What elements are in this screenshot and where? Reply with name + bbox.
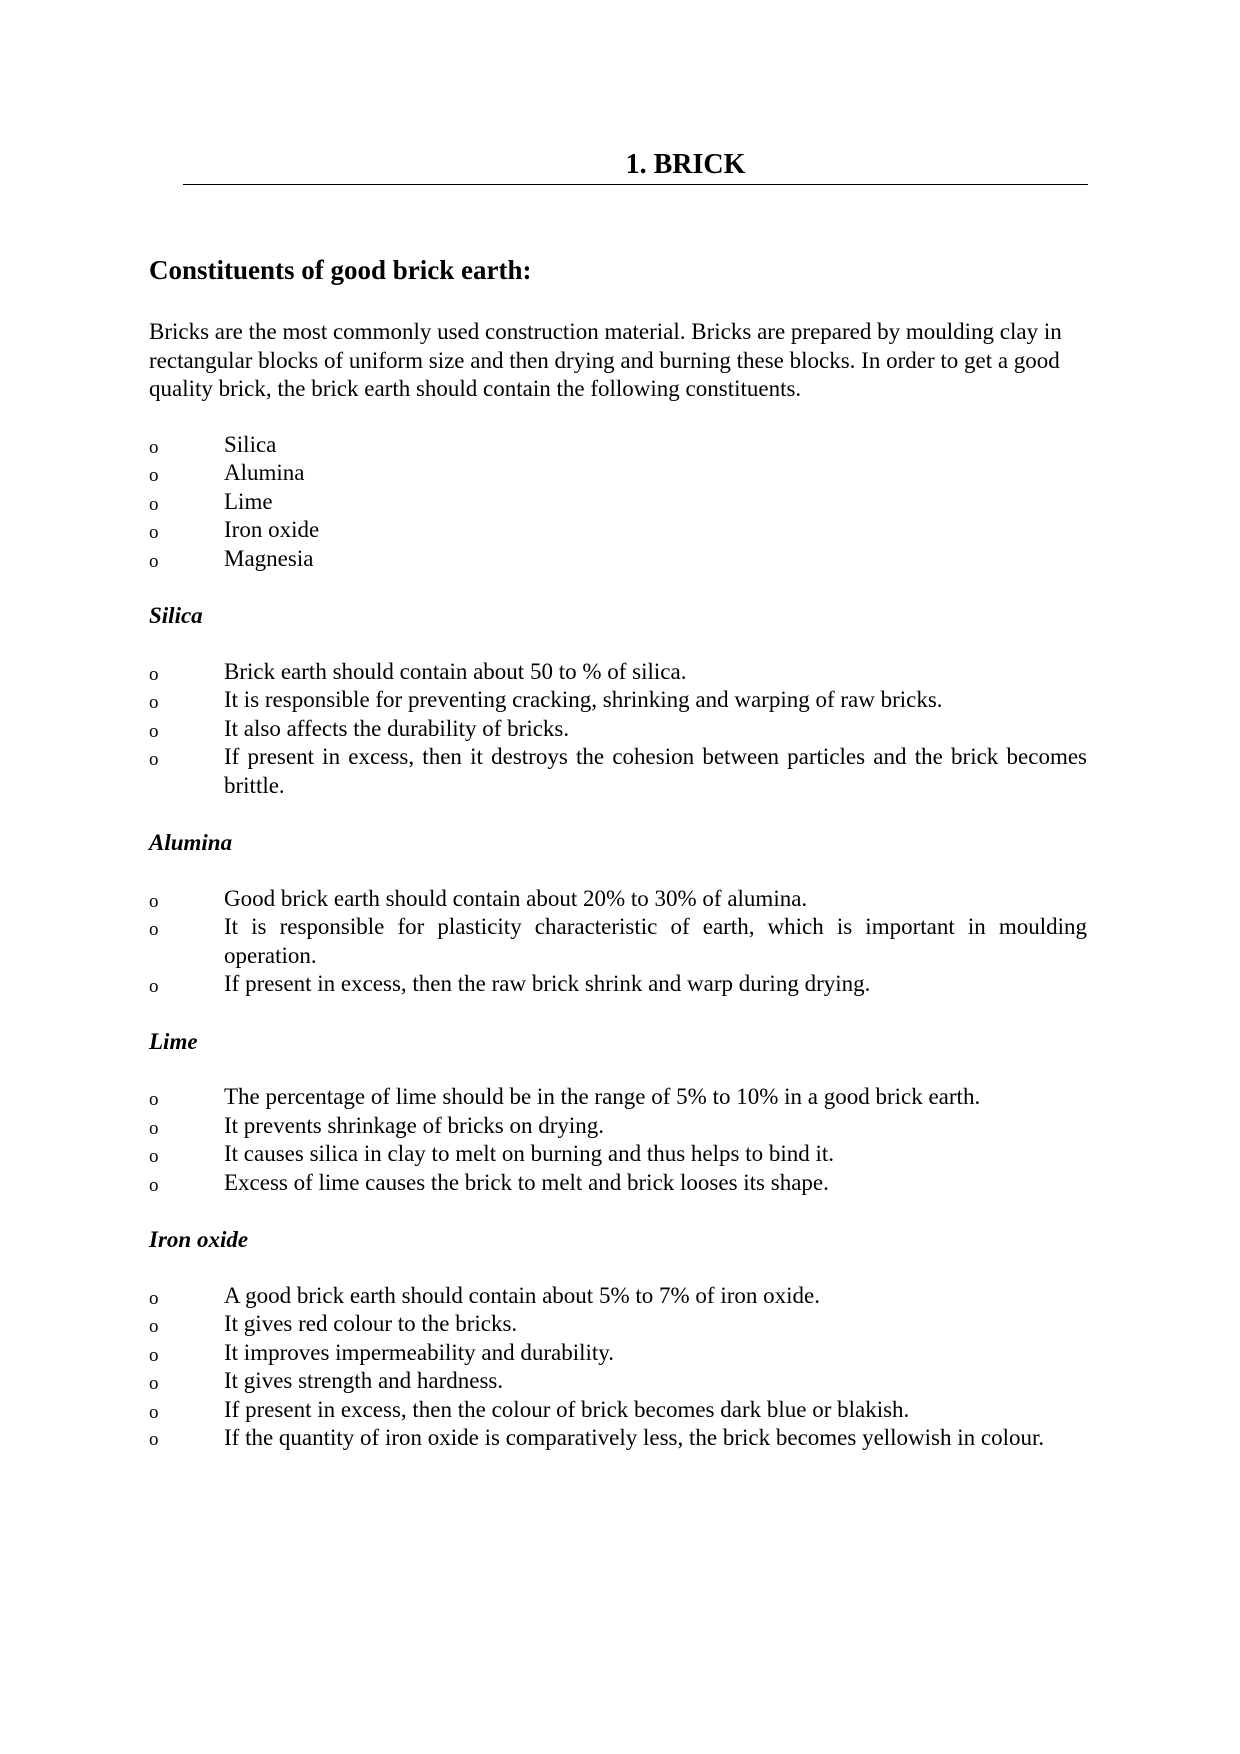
list-item: o Silica bbox=[149, 431, 1087, 460]
alumina-heading: Alumina bbox=[149, 830, 233, 855]
list-item: o Magnesia bbox=[149, 545, 1087, 574]
lime-heading: Lime bbox=[149, 1028, 198, 1054]
bullet-icon: o bbox=[149, 465, 159, 486]
bullet-icon: o bbox=[149, 1429, 159, 1450]
list-item: o Brick earth should contain about 50 to % of silica. bbox=[149, 658, 1087, 687]
constituents-list bbox=[149, 431, 1087, 574]
bullet-icon: o bbox=[149, 493, 159, 515]
bullet-icon: o bbox=[149, 1373, 159, 1394]
title-underline bbox=[183, 184, 1088, 185]
page-title: 1. BRICK bbox=[625, 149, 746, 180]
list-item: o The percentage of lime should be in the range of 5% to 10% in a good brick earth. bbox=[149, 1083, 1087, 1112]
bullet-icon: o bbox=[149, 1401, 159, 1423]
bullet-icon: o bbox=[149, 1146, 159, 1167]
list-item: o Alumina bbox=[149, 459, 1087, 488]
title-block bbox=[183, 143, 1088, 187]
silica-list bbox=[149, 658, 1087, 801]
bullet-icon: o bbox=[149, 1089, 159, 1110]
main-content bbox=[149, 252, 1087, 1455]
lime-list bbox=[149, 1083, 1087, 1197]
bullet-icon: o bbox=[149, 720, 159, 742]
list-item: o It prevents shrinkage of bricks on drying. bbox=[149, 1112, 1087, 1141]
list-item: o Good brick earth should contain about 20% to 30% of alumina. bbox=[149, 885, 1087, 914]
silica-heading: Silica bbox=[149, 603, 203, 628]
bullet-icon: o bbox=[149, 1117, 159, 1139]
list-item: o Lime bbox=[149, 488, 1087, 517]
bullet-icon: o bbox=[149, 1174, 159, 1196]
list-item: o It is responsible for plasticity characteristic of earth, which is important in moulding operation. bbox=[149, 914, 1087, 968]
iron-oxide-list bbox=[149, 1282, 1087, 1425]
bullet-icon: o bbox=[149, 436, 159, 458]
alumina-list bbox=[149, 885, 1087, 999]
list-item: o It gives red colour to the bricks. bbox=[149, 1310, 1087, 1339]
list-item: o Excess of lime causes the brick to melt and brick looses its shape. bbox=[149, 1169, 1087, 1198]
bullet-icon: o bbox=[149, 663, 159, 685]
list-item: o It also affects the durability of bricks. bbox=[149, 715, 1087, 744]
iron-oxide-last-item: o If the quantity of iron oxide is comparatively less, the brick becomes yellowish in colour. bbox=[149, 1424, 1087, 1455]
bullet-icon: o bbox=[149, 919, 159, 940]
list-item: o If present in excess, then it destroys the cohesion between particles and the brick becomes brittle. bbox=[149, 744, 1087, 798]
list-item: o It gives strength and hardness. bbox=[149, 1367, 1087, 1396]
bullet-icon: o bbox=[149, 1287, 159, 1309]
bullet-icon: o bbox=[149, 890, 159, 912]
bullet-icon: o bbox=[149, 749, 159, 770]
bullet-icon: o bbox=[149, 550, 159, 572]
intro-paragraph: Bricks are the most commonly used construction material. Bricks are prepared by moulding clay in rectangular blocks of uniform size and then drying and burning these blocks. In order to get a good quality brick, the brick earth should contain the following constituents. bbox=[149, 319, 1062, 401]
bullet-icon: o bbox=[149, 1344, 159, 1366]
bullet-icon: o bbox=[149, 522, 159, 543]
list-item: o It improves impermeability and durability. bbox=[149, 1339, 1087, 1368]
list-item: o If present in excess, then the colour of brick becomes dark blue or blakish. bbox=[149, 1396, 1087, 1425]
bullet-icon: o bbox=[149, 976, 159, 997]
list-item: o Iron oxide bbox=[149, 516, 1087, 545]
list-item: o A good brick earth should contain about 5% to 7% of iron oxide. bbox=[149, 1282, 1087, 1311]
bullet-icon: o bbox=[149, 1316, 159, 1337]
list-item: o It is responsible for preventing cracking, shrinking and warping of raw bricks. bbox=[149, 686, 1087, 715]
list-item: o If present in excess, then the raw brick shrink and warp during drying. bbox=[149, 970, 1087, 999]
bullet-icon: o bbox=[149, 692, 159, 713]
list-item: o It causes silica in clay to melt on burning and thus helps to bind it. bbox=[149, 1140, 1087, 1169]
iron-oxide-heading: Iron oxide bbox=[149, 1227, 249, 1252]
section-heading: Constituents of good brick earth: bbox=[149, 255, 532, 285]
